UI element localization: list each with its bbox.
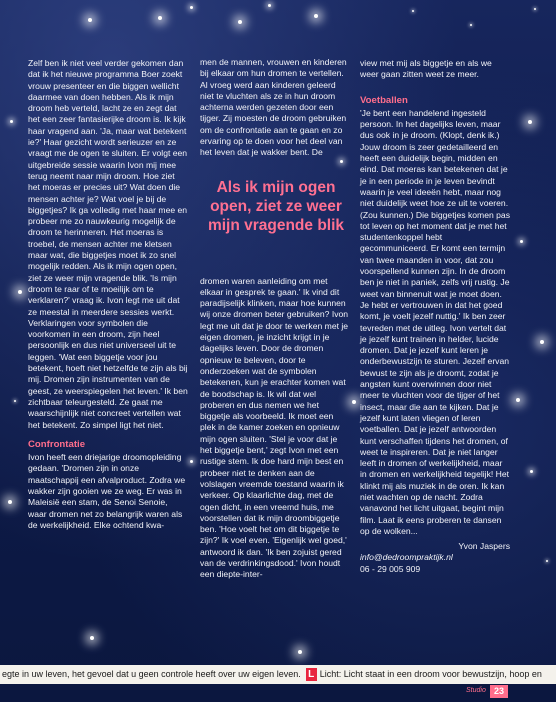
article-column-1 [28,58,188,531]
body-paragraph: view met mij als biggetje en als we weer gaan zitten weet ze meer. [360,58,492,80]
star-icon [190,460,193,463]
star-icon [412,10,414,12]
star-icon [516,398,520,402]
star-icon [534,8,536,10]
star-icon [8,500,12,504]
article-column-3 [360,58,510,575]
contact-email[interactable]: info@dedroompraktijk.nl [360,552,453,563]
footer-right-text: Licht: Licht staat in een droom voor bewustzijn, hoop en [319,669,542,679]
body-paragraph: dromen waren aanleiding om met elkaar in gesprek te gaan.' Ik vind dit paradijselijk klinken, maar hoe kunnen wij onze dromen beter gebruiken? Ivon legt me uit dat je door te werken met je eigen dromen, je inzicht krijgt in je dagelijks leven. Door de dromen opnieuw te beleven, door te onderzoeken wat de symbolen betekenen, kun je erachter komen wat de boodschap is. Ik wil dat wel proberen en dus nemen we het biggetje als voorbeeld. Ik moet een plek in de kamer zoeken en opnieuw mijn ogen sluiten. 'Stel je voor dat je het biggetje bent,' zegt Ivon met een rustige stem. Ik doe hard mijn best en probeer niet te denken aan de volslagen vreemde toestand waarin ik verkeer. Op klaarlichte dag, met de ogen dicht, in een vreemd huis, me voorstellen dat ik mijn droombiggetje ben. 'Hoe voelt het om dit biggetje te zijn?' Ik voel even. 'Eigenlijk wel goed,' antwoord ik dan. 'Ik ben zojuist gered van de verdrinkingsdood.' Ivon houdt een diepte-inter- [200,275,349,580]
star-icon [540,340,544,344]
star-icon [470,24,472,26]
star-icon [314,14,318,18]
article-column-2 [200,57,350,159]
star-icon [10,120,13,123]
subheading-voetballen: Voetballen [360,94,408,106]
body-paragraph: men de mannen, vrouwen en kinderen bij elkaar om hun dromen te vertellen. Al vroeg werd aan kinderen geleerd niet te vluchten als ze in hun droom achterna werden gezeten door een tijger. Zij moesten de droom gebruiken om de confrontatie aan te gaan en zo ervaring op te doen voor het deel van het leven dat je wakker bent. De [200,57,347,158]
star-icon [88,18,92,22]
star-icon [18,290,22,294]
footer-letter-mark: L [306,668,317,681]
page-bar [0,684,556,702]
magazine-name: Studio [466,687,486,694]
star-icon [190,6,193,9]
star-icon [90,636,94,640]
star-icon [546,560,548,562]
pull-quote: Als ik mijn ogen open, ziet ze weer mijn vragende blik [207,179,345,234]
star-icon [530,470,533,473]
subheading-confrontatie: Confrontatie [28,438,86,450]
body-paragraph: 'Je bent een handelend ingesteld persoon. In het dagelijks leven, maar dus ook in je droom. (Klopt, denk ik.) Jouw droom is zeer gedetailleerd en heeft een duidelijk begin, midden en eind. Dat moeras kan betekenen dat je je in een periode in je leven bevindt waarin je veel ideeën hebt, maar nog niet duidelijk weet hoe ze uit te voeren. (Zou kunnen.) Die biggetjes komen pas tot leven op het moment dat je met het studentenkoppel hebt gecommuniceerd. Er komt een termijn van twee maanden in voor, dat zou voorspellend kunnen zijn. In de droom ben je niet in paniek, zelfs vrij rustig. Je weet van binnenuit wat je moet doen. Je hebt er vertrouwen in dat het goed komt, je voelt jezelf nuttig.' Ik ben zeer tevreden met de uitleg. Ivon vertelt dat je jezelf kunt trainen in helder, lucide dromen. Dat je jezelf kunt leren je onderbewustzijn te sturen. Jezelf ervan bewust te zijn als je droomt, zodat je angsten kunt overwinnen door niet meer te vluchten voor de tijger of het insect, maar die aan te kijken. Dat je jezelf kunt laten vliegen of leren voetballen. Dat je jezelf antwoorden kunt verschaffen tijdens het dromen, of weet te inspireren. Dat je niet langer leeft in dromen of werkelijkheid, maar in dromen en werkelijkheid tegelijk! Het klinkt mij als muziek in de oren. Ik kan niet wachten op de nacht. Zodra vanavond het licht uitgaat, begint mijn film. Laat ik eens proberen te dansen op de wolken... [360,107,510,536]
star-icon [14,400,16,402]
star-icon [268,4,271,7]
star-icon [238,20,242,24]
footer-strip [0,665,556,684]
author-signature: Yvon Jaspers [458,541,510,552]
body-paragraph: Zelf ben ik niet veel verder gekomen dan dat ik het nieuwe programma Boer zoekt vrouw presenteer en die biggen wellicht daarmee van doen hebben. Als ik mijn droom heb verteld, lacht ze en zegt dat het een zeer fantasierijke droom is. Ik kijk haar vragend aan. 'Ja, maar wat betekent ie?' Haar gezicht wordt serieuzer en ze vraagt me de ogen te sluiten. Er volgt een uitgebreide sessie waarin Ivon mij mee terug neemt naar mijn droom. Hoe ziet het moeras er precies uit? Wat doen die mensen achter je? Wat voel je bij de biggetjes? Ik ga volledig met haar mee en probeer me zo nauwkeurig mogelijk de droom te herinneren. Het moeras is troebel, de mensen achter me kletsen maar wat, die biggetjes moet ik zo snel mogelijk redden. Als ik mijn ogen open, ziet ze weer mijn vragende blik. 'Is mijn droom te raar of te moeilijk om te verklaren?' vraag ik. Ivon legt me uit dat ze meestal in meerdere sessies werkt. Verklaringen voor symbolen die voorkomen in een droom, zijn heel persoonlijk en dus niet universeel uit te leggen. 'Wat een biggetje voor jou betekent, hoeft niet hetzelfde te zijn als bij mij. Dromen zijn instrumenten van de geest, ze weerspiegelen het leven.' Ik ben zichtbaar teleurgesteld. Ze gaat me waarschijnlijk niet concreet vertellen wat het betekent. Zo simpel ligt het niet. [28,58,188,430]
star-icon [340,160,343,163]
star-icon [158,16,162,20]
contact-phone: 06 - 29 005 909 [360,563,421,574]
article-column-2-continued [200,267,350,589]
page-number: 23 [490,685,508,698]
body-paragraph: Ivon heeft een driejarige droomopleiding gedaan. 'Dromen zijn in onze maatschappij een afvalproduct. Zodra we wakker zijn gooien we ze weg. Er was in Maleisië een stam, de Senoi Senoie, waar dromen net zo belangrijk waren als de werkelijkheid. Elke ochtend kwa- [28,452,186,530]
star-icon [298,650,302,654]
star-icon [352,400,356,404]
star-icon [520,240,523,243]
footer-left-text: egte in uw leven, het gevoel dat u geen controle heeft over uw eigen leven. [2,669,301,679]
star-icon [528,120,532,124]
